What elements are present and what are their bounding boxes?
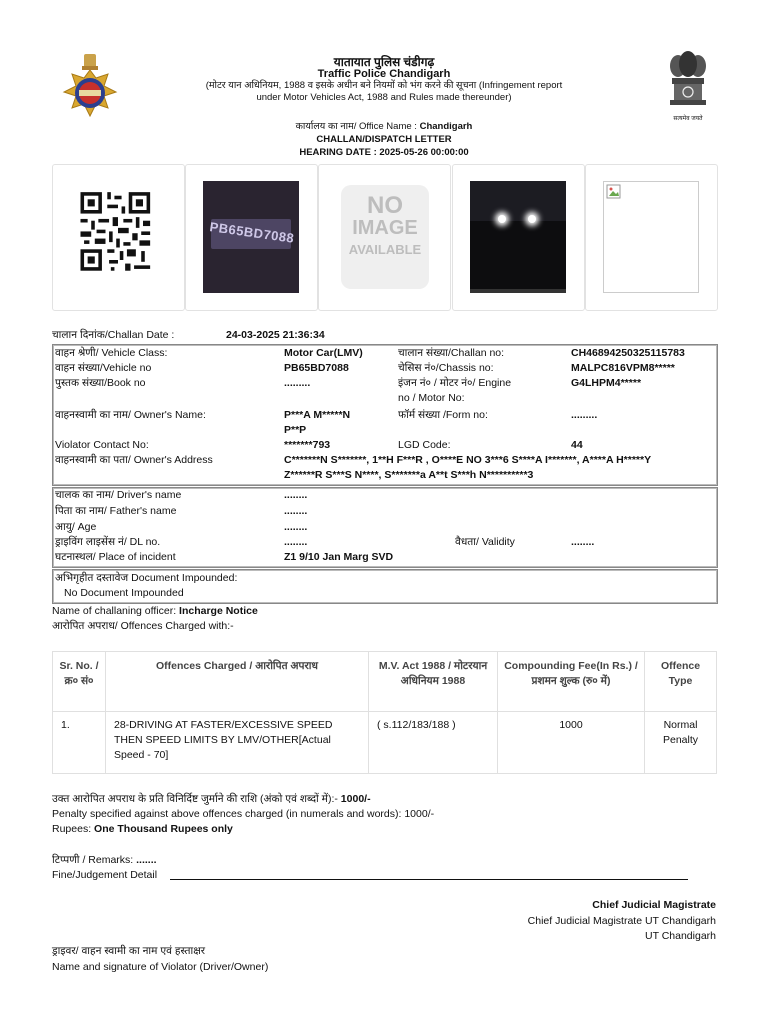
fine-label: Fine/Judgement Detail: [52, 869, 158, 881]
age-label: आयु/ Age: [55, 521, 97, 533]
engine-no-label: इंजन नं० / मोटर नं०/ Engine: [398, 377, 512, 389]
driver-name-label: चालक का नाम/ Driver's name: [55, 489, 182, 501]
magistrate-line-1: Chief Judicial Magistrate UT Chandigarh: [527, 915, 716, 927]
hearing-date: HEARING DATE : 2025-05-26 00:00:00: [299, 147, 469, 158]
col-act: M.V. Act 1988 / मोटरयान अधिनियम 1988: [369, 652, 498, 712]
penalty-english: Penalty specified against above offences charged (in numerals and words): 1000/-: [52, 808, 435, 820]
national-emblem: [664, 48, 712, 122]
book-no-value: .........: [284, 377, 311, 389]
age-value: ........: [284, 521, 308, 533]
emblem-motto: सत्यमेव जयते: [673, 116, 703, 122]
penalty-hindi-label: उक्त आरोपित अपराध के प्रति विनिर्दिष्ट जुर्माने की राशि (अंको एवं शब्दों में):-: [52, 793, 338, 805]
magistrate-title: Chief Judicial Magistrate: [592, 899, 716, 911]
officer-row: [52, 604, 258, 618]
rupees-value: One Thousand Rupees only: [94, 823, 233, 835]
title-english: Traffic Police Chandigarh: [317, 68, 451, 80]
signature-english: Name and signature of Violator (Driver/Owner): [52, 961, 269, 973]
vehicle-class-value: Motor Car(LMV): [284, 347, 363, 359]
engine-no-value: G4LHPM4*****: [571, 377, 642, 389]
plate-photo: [203, 181, 299, 293]
contact-no-value: *******793: [284, 439, 331, 451]
challan-no-value: CH46894250325115783: [571, 347, 685, 359]
office-block: [160, 120, 608, 159]
vehicle-no-value: PB65BD7088: [284, 362, 349, 374]
row-fee: 1000: [498, 712, 645, 774]
fine-row: [52, 868, 157, 882]
lgd-code-label: LGD Code:: [398, 439, 451, 451]
col-sr-no: Sr. No. / क्र० सं०: [53, 652, 106, 712]
rupees-label: Rupees:: [52, 823, 92, 835]
impounded-value: No Document Impounded: [64, 587, 184, 599]
owner-address-line-2: Z******R S***S N****, S*******a A**t S***h N**********3: [284, 469, 534, 481]
place-label: घटनास्थल/ Place of incident: [55, 551, 176, 563]
office-value: Chandigarh: [419, 121, 473, 132]
officer-value: Incharge Notice: [179, 605, 258, 617]
offences-label: आरोपित अपराध/ Offences Charged with:-: [52, 620, 234, 632]
col-fee: Compounding Fee(In Rs.) / प्रशमन शुल्क (रु० में): [498, 652, 645, 712]
challan-date-row: [52, 328, 174, 342]
engine-no-label-cont: no / Motor No:: [398, 392, 465, 404]
contact-no-label: Violator Contact No:: [55, 439, 149, 451]
title-hindi: यातायात पुलिस चंडीगढ़: [333, 55, 435, 69]
owner-name-value: P***A M*****N: [284, 409, 351, 421]
photo-card-broken: [585, 164, 718, 311]
chassis-no-value: MALPC816VPM8*****: [571, 362, 675, 374]
table-row: [53, 712, 717, 774]
remarks-value: .......: [136, 854, 157, 866]
photo-card-qr: [52, 164, 185, 311]
col-offence: Offences Charged / आरोपित अपराध: [106, 652, 369, 712]
offences-table: [52, 651, 717, 774]
vehicle-class-label: वाहन श्रेणी/ Vehicle Class:: [55, 347, 168, 359]
plate-text: PB65BD7088: [208, 219, 296, 246]
magistrate-line-2: UT Chandigarh: [644, 930, 716, 942]
notice-line-2: under Motor Vehicles Act, 1988 and Rules made thereunder): [256, 92, 512, 103]
owner-name-label: वाहनस्वामी का नाम/ Owner's Name:: [55, 409, 206, 421]
officer-label: Name of challaning officer:: [52, 605, 177, 617]
father-name-value: ........: [284, 505, 308, 517]
photo-card-plate: [185, 164, 318, 311]
row-sr: 1.: [53, 712, 106, 774]
challan-no-label: चालान संख्या/Challan no:: [398, 347, 505, 359]
validity-value: ........: [571, 536, 595, 548]
office-label: कार्यालय का नाम/ Office Name :: [295, 121, 417, 132]
photo-card-no-image: [318, 164, 451, 311]
table-header-row: [53, 652, 717, 712]
penalty-hindi-value: 1000/-: [340, 793, 371, 805]
row-act: ( s.112/183/188 ): [369, 712, 498, 774]
lgd-code-value: 44: [571, 439, 583, 451]
remarks-label: टिप्पणी / Remarks:: [52, 854, 134, 866]
letter-type: CHALLAN/DISPATCH LETTER: [316, 134, 452, 145]
document-header: [160, 56, 608, 104]
fine-line: [170, 879, 688, 880]
remarks-row: [52, 853, 157, 867]
book-no-label: पुस्तक संख्या/Book no: [55, 377, 146, 389]
form-no-value: .........: [571, 409, 598, 421]
validity-label: वैधता/ Validity: [455, 536, 515, 548]
dl-no-label: ड्राइविंग लाइसेंस नं/ DL no.: [55, 536, 161, 548]
place-value: Z1 9/10 Jan Marg SVD: [284, 551, 394, 563]
rupees-row: [52, 822, 233, 836]
dl-no-value: ........: [284, 536, 308, 548]
father-name-label: पिता का नाम/ Father's name: [55, 505, 177, 517]
penalty-hindi-row: [52, 792, 371, 806]
notice-line-1: (मोटर यान अधिनियम, 1988 व इसके अधीन बने नियमों को भंग करने की सूचना (Infringement report: [205, 80, 563, 91]
row-offence: 28-DRIVING AT FASTER/EXCESSIVE SPEED THEN SPEED LIMITS BY LMV/OTHER[Actual Speed - 70]: [106, 712, 369, 774]
night-camera-photo: [470, 181, 566, 293]
vehicle-no-label: वाहन संख्या/Vehicle no: [55, 362, 152, 374]
col-type: Offence Type: [645, 652, 717, 712]
owner-address-line-1: C*******N S*******, 1**H F***R , O****E NO 3***6 S****A I*******, A****A H*****Y: [284, 454, 652, 466]
signature-hindi: ड्राइवर/ वाहन स्वामी का नाम एवं हस्ताक्षर: [52, 945, 206, 957]
no-image-placeholder: NO IMAGE AVAILABLE: [341, 185, 429, 289]
driver-name-value: ........: [284, 489, 308, 501]
broken-image: [603, 181, 699, 293]
qr-code: [73, 185, 163, 285]
owner-address-label: वाहनस्वामी का पता/ Owner's Address: [55, 454, 213, 466]
police-badge-logo: [52, 48, 128, 124]
challan-date-label: चालान दिनांक/Challan Date :: [52, 329, 175, 341]
challan-date-value: 24-03-2025 21:36:34: [226, 329, 325, 341]
owner-name-value-cont: P**P: [284, 424, 307, 436]
impounded-label: अभिगृहीत दस्तावेज Document Impounded:: [55, 572, 238, 584]
row-type: Normal Penalty: [645, 712, 717, 774]
chassis-no-label: चेसिस नं०/Chassis no:: [398, 362, 494, 374]
form-no-label: फॉर्म संख्या /Form no:: [398, 409, 488, 421]
broken-image-icon: [606, 184, 622, 200]
photo-card-night: [452, 164, 585, 311]
